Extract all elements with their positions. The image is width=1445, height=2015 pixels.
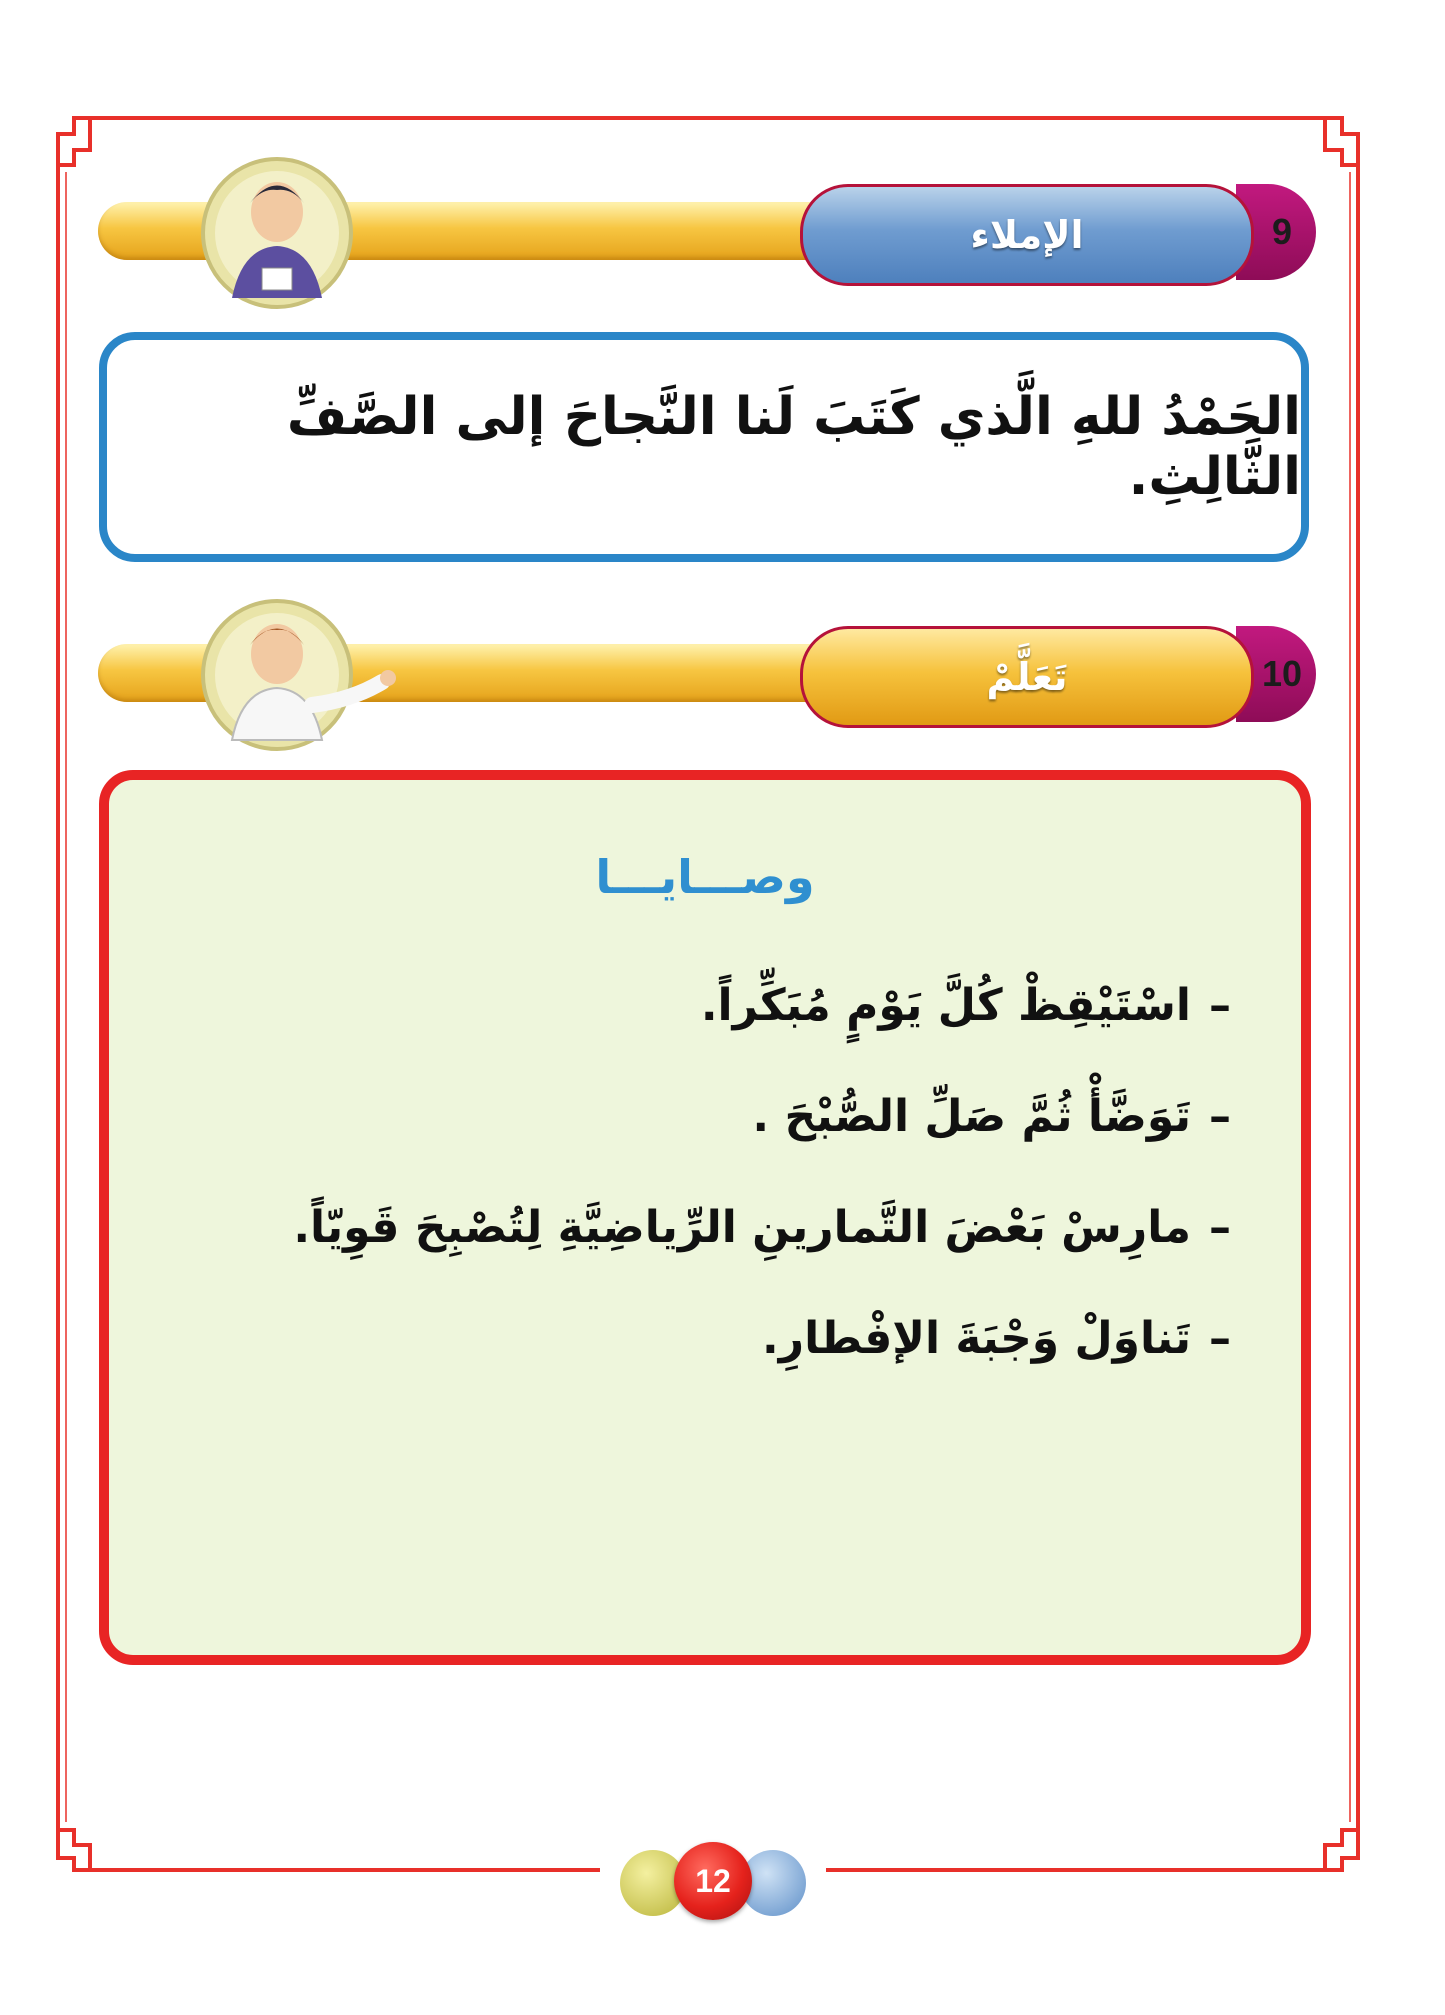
- boy-pointing-illustration: [192, 590, 412, 760]
- dictation-sentence: الحَمْدُ للهِ الَّذي كَتَبَ لَنا النَّجاحَ إلى الصَّفِّ الثَّالِثِ.: [286, 387, 1301, 507]
- advice-title: وصـــايـــا: [595, 850, 815, 904]
- list-bullet: –: [1209, 1202, 1231, 1253]
- list-item-text: تَناوَلْ وَجْبَةَ الإفْطارِ.: [762, 1313, 1191, 1364]
- section-9-number: 9: [1271, 211, 1293, 252]
- list-item-text: تَوَضَّأْ ثُمَّ صَلِّ الصُّبْحَ .: [752, 1091, 1191, 1142]
- list-bullet: –: [1209, 1091, 1231, 1142]
- page-number: [674, 1842, 752, 1920]
- page-number-badge: [612, 1838, 812, 1928]
- dictation-box: [99, 332, 1309, 562]
- list-item-text: مارِسْ بَعْضَ التَّمارينِ الرِّياضِيَّةِ لِتُصْبِحَ قَوِيّاً.: [293, 1202, 1191, 1253]
- list-item-text: اسْتَيْقِظْ كُلَّ يَوْمٍ مُبَكِّراً.: [700, 980, 1191, 1031]
- page-number-text: 12: [695, 1862, 731, 1899]
- list-item: [231, 1172, 1231, 1283]
- section-10-title-pill: [800, 626, 1254, 728]
- advice-list: [231, 950, 1231, 1394]
- list-item: [231, 1061, 1231, 1172]
- section-10-number: 10: [1261, 653, 1303, 694]
- list-bullet: –: [1209, 980, 1231, 1031]
- list-bullet: –: [1209, 1313, 1231, 1364]
- list-item: [231, 1283, 1231, 1394]
- section-9-title: الإملاء: [970, 213, 1084, 257]
- boy-writing-illustration: [192, 148, 362, 318]
- list-item: [231, 950, 1231, 1061]
- section-9-title-pill: [800, 184, 1254, 286]
- advice-box: [99, 770, 1311, 1665]
- section-10-title: تَعَلَّمْ: [986, 655, 1068, 699]
